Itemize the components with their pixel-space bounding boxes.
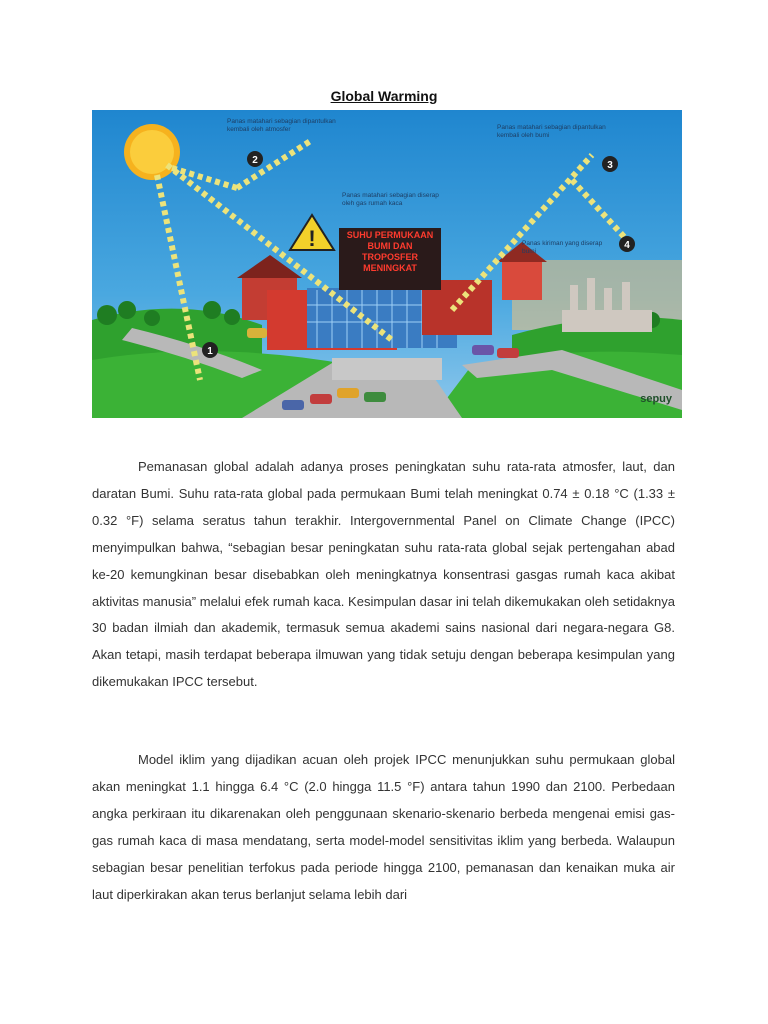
caption-label-4: Panas kiriman yang diserap bumi	[522, 240, 603, 255]
svg-text:3: 3	[607, 160, 613, 171]
svg-text:4: 4	[624, 240, 630, 251]
caption-label-3: Panas matahari sebagian diserap oleh gas rumah kaca	[342, 192, 439, 207]
page-title: Global Warming	[330, 88, 438, 104]
svg-text:!: !	[308, 226, 316, 251]
marker-3	[602, 156, 618, 172]
warning-sign-text: SUHU PERMUKAAN BUMI DAN TROPOSFER MENINGKAT	[346, 230, 434, 273]
marker-2	[247, 151, 263, 167]
illustration-svg	[92, 110, 682, 418]
paragraph-1: Pemanasan global adalah adanya proses peningkatan suhu rata-rata atmosfer, laut, dan daratan Bumi. Suhu rata-rata global pada permukaan Bumi telah meningkat 0.74 ± 0.18 °C (1.33 ± 0.32 °F) selama seratus tahun terakhir. Intergovernmental Panel on Climate Change (IPCC) menyimpulkan bahwa, “sebagian besar peningkatan suhu rata-rata global sejak pertengahan abad ke-20 kemungkinan besar disebabkan oleh meningkatnya konsentrasi gasgas rumah kaca akibat aktivitas manusia” melalui efek rumah kaca. Kesimpulan dasar ini telah dikemukakan oleh setidaknya 30 badan ilmiah dan akademik, termasuk semua akademi sains nasional dari negara-negara G8. Akan tetapi, masih terdapat beberapa ilmuwan yang tidak setuju dengan beberapa kesimpulan yang dikemukakan IPCC tersebut.	[92, 459, 675, 690]
greenhouse-effect-illustration	[92, 110, 682, 418]
caption-label-2: Panas matahari sebagian dipantulkan kembali oleh bumi	[497, 124, 606, 139]
marker-4	[619, 236, 635, 252]
svg-text:2: 2	[252, 155, 258, 166]
svg-text:1: 1	[207, 346, 213, 357]
caption-label-1: Panas matahari sebagian dipantulkan kembali oleh atmosfer	[227, 118, 336, 133]
paragraph-2: Model iklim yang dijadikan acuan oleh projek IPCC menunjukkan suhu permukaan global akan meningkat 1.1 hingga 6.4 °C (2.0 hingga 11.5 °F) antara tahun 1990 dan 2100. Perbedaan angka perkiraan itu dikarenakan oleh penggunaan skenario-skenario berbeda mengenai emisi gas-gas rumah kaca di masa mendatang, serta model-model sensitivitas iklim yang berbeda. Walaupun sebagian besar penelitian terfokus pada periode hingga 2100, pemanasan dan kenaikan muka air laut diperkirakan akan terus berlanjut selama lebih dari	[92, 752, 675, 902]
brand-watermark: sepuy	[640, 393, 672, 405]
marker-1	[202, 342, 218, 358]
